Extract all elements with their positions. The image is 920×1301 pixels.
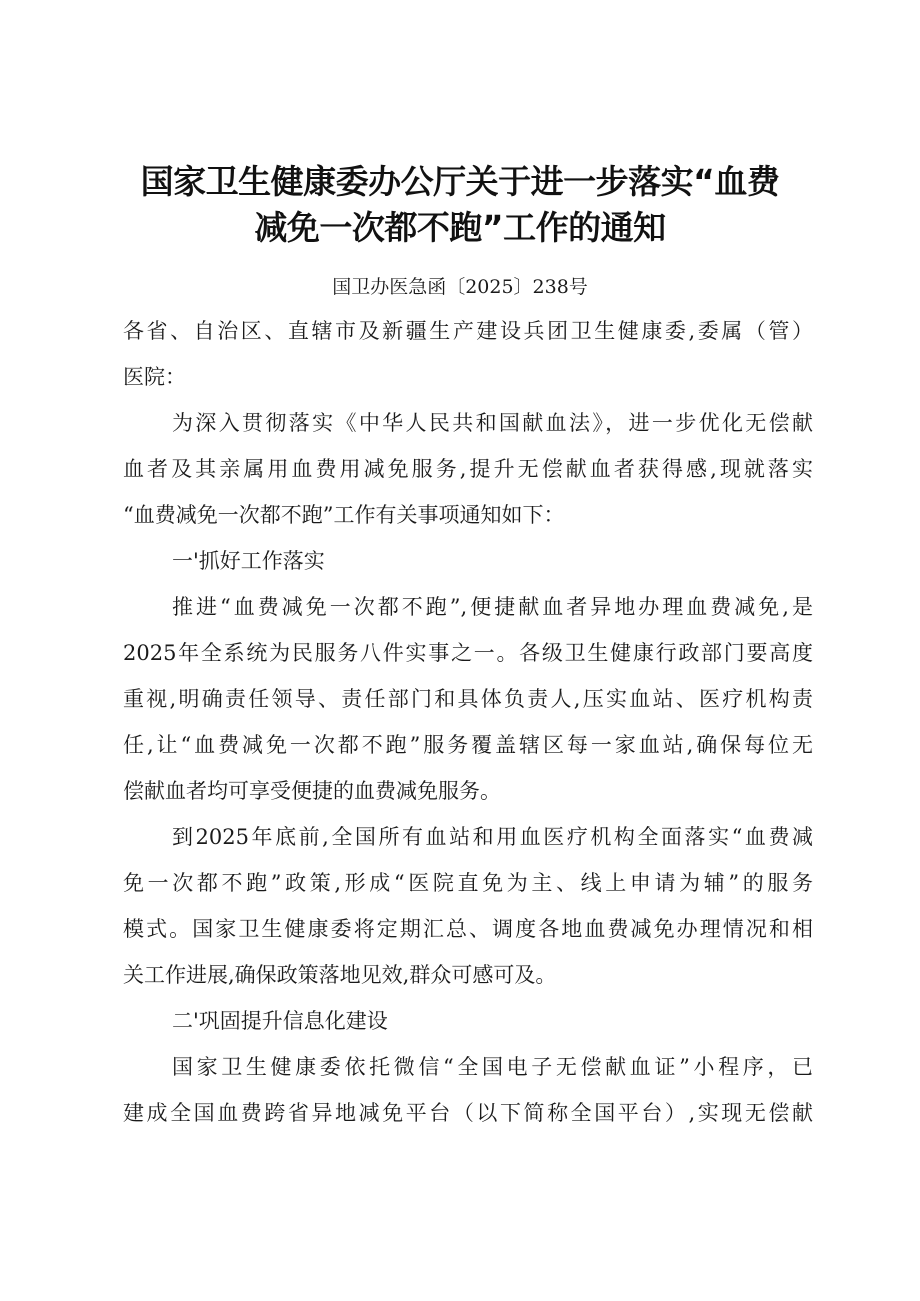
- section-2-paragraph-1-line: 国家卫生健康委依托微信“全国电子无偿献血证”小程序，已: [172, 1055, 813, 1079]
- section-1-heading: 一'抓好工作落实: [172, 549, 325, 573]
- document-number: 国卫办医急函〔2025〕238号: [332, 276, 588, 298]
- document-title-line-1: 国家卫生健康委办公厅关于进一步落实“血费: [140, 162, 780, 201]
- section-1-paragraph-2-line: 关工作进展,确保政策落地见效,群众可感可及。: [123, 963, 557, 987]
- section-1-paragraph-1-line: 重视,明确责任领导、责任部门和具体负责人,压实血站、医疗机构责: [123, 687, 813, 711]
- section-1-paragraph-1-line: 偿献血者均可享受便捷的血费减免服务。: [123, 779, 501, 803]
- section-2-paragraph-1-line: 建成全国血费跨省异地减免平台（以下简称全国平台）,实现无偿献: [123, 1101, 813, 1125]
- section-1-paragraph-2-line: 免一次都不跑”政策,形成“医院直免为主、线上申请为辅”的服务: [123, 871, 813, 895]
- document-title-line-2: 减免一次都不跑”工作的通知: [254, 208, 666, 247]
- intro-line: 血者及其亲属用血费用减免服务,提升无偿献血者获得感,现就落实: [123, 457, 813, 481]
- section-1-paragraph-1-line: 2025年全系统为民服务八件实事之一。各级卫生健康行政部门要高度: [123, 641, 813, 665]
- section-1-paragraph-2-line: 模式。国家卫生健康委将定期汇总、调度各地血费减免办理情况和相: [123, 917, 813, 941]
- section-1-paragraph-2-line: 到2025年底前,全国所有血站和用血医疗机构全面落实“血费减: [172, 825, 813, 849]
- intro-line: 为深入贯彻落实《中华人民共和国献血法》，进一步优化无偿献: [172, 411, 813, 435]
- section-2-heading: 二'巩固提升信息化建设: [172, 1009, 388, 1033]
- addressee-line: 各省、自治区、直辖市及新疆生产建设兵团卫生健康委,委属（管）: [123, 319, 813, 343]
- addressee-line: 医院：: [123, 365, 186, 389]
- section-1-paragraph-1-line: 推进“血费减免一次都不跑”,便捷献血者异地办理血费减免,是: [172, 595, 813, 619]
- intro-line: “血费减免一次都不跑”工作有关事项通知如下：: [123, 503, 565, 527]
- section-1-paragraph-1-line: 任,让“血费减免一次都不跑”服务覆盖辖区每一家血站,确保每位无: [123, 733, 813, 757]
